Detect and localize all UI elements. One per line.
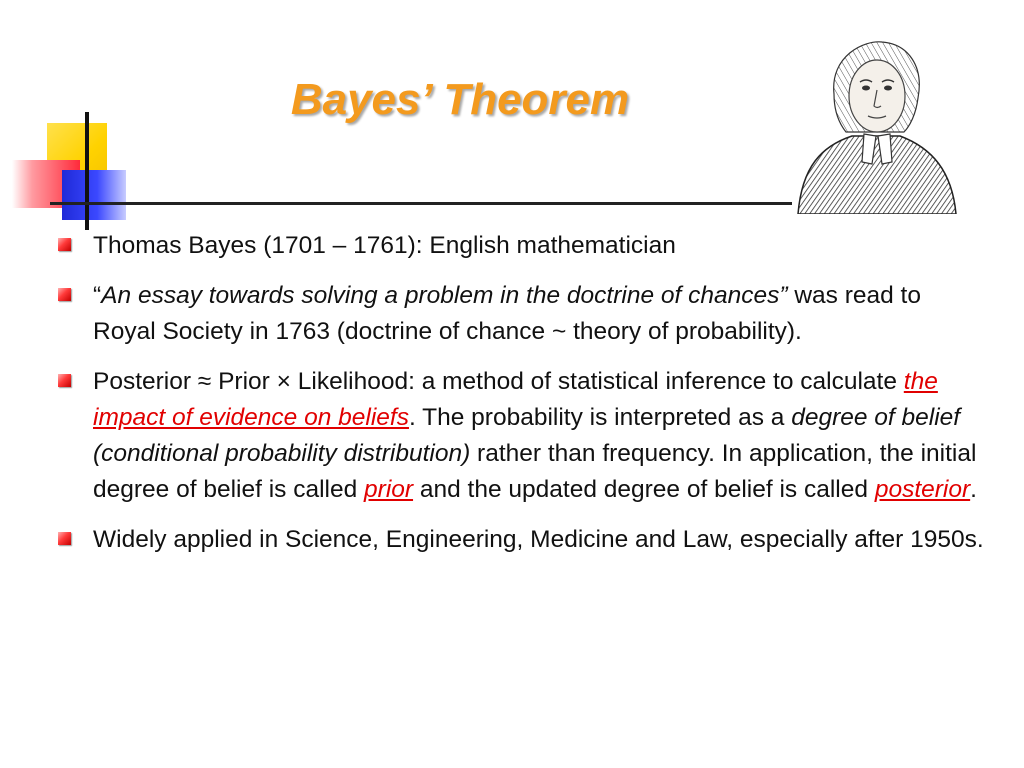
bullet-text: was read to Royal Society in 1763 (doctrine of chance ~ theory of probability).	[93, 282, 921, 345]
bullet-text: Thomas Bayes (1701 – 1761): English mathematician	[93, 232, 676, 259]
portrait-svg	[792, 36, 960, 214]
link-impact-of-evidence[interactable]: the impact of evidence on beliefs	[93, 368, 938, 431]
bullet-text-part: rather than frequency. In application, the initial degree of belief is called	[93, 440, 977, 503]
title-underline	[50, 202, 795, 205]
link-posterior[interactable]: posterior	[874, 476, 971, 503]
slide-title: Bayes’ Theorem	[290, 75, 630, 124]
red-square-bullet-icon	[58, 532, 71, 545]
bullet-text-part: and the updated degree of belief is called	[413, 476, 875, 503]
bullet-text-part: . The probability is interpreted as a	[408, 404, 792, 431]
bullet-item-bayes-bio	[58, 228, 988, 264]
bullet-item-essay	[58, 278, 988, 350]
red-square-bullet-icon	[58, 238, 71, 251]
link-prior[interactable]: prior	[364, 476, 414, 503]
bullet-item-applications	[58, 522, 988, 558]
essay-title: An essay towards solving a problem in the doctrine of chances”	[101, 282, 788, 309]
red-square-bullet-icon	[58, 288, 71, 301]
degree-of-belief-text: degree of belief (conditional probability distribution)	[93, 404, 961, 467]
portrait-image	[792, 36, 960, 214]
bullet-item-posterior	[58, 364, 988, 508]
bullet-list	[58, 228, 988, 572]
bullet-text-part: .	[970, 476, 977, 503]
bullet-text-part: Posterior ≈ Prior × Likelihood: a method of statistical inference to calculate	[93, 368, 904, 395]
open-quote: “	[93, 282, 102, 309]
decor-blue-square	[62, 170, 126, 220]
decor-vertical-line	[85, 112, 89, 230]
bullet-text: Widely applied in Science, Engineering, Medicine and Law, especially after 1950s.	[93, 526, 984, 553]
red-square-bullet-icon	[58, 374, 71, 387]
